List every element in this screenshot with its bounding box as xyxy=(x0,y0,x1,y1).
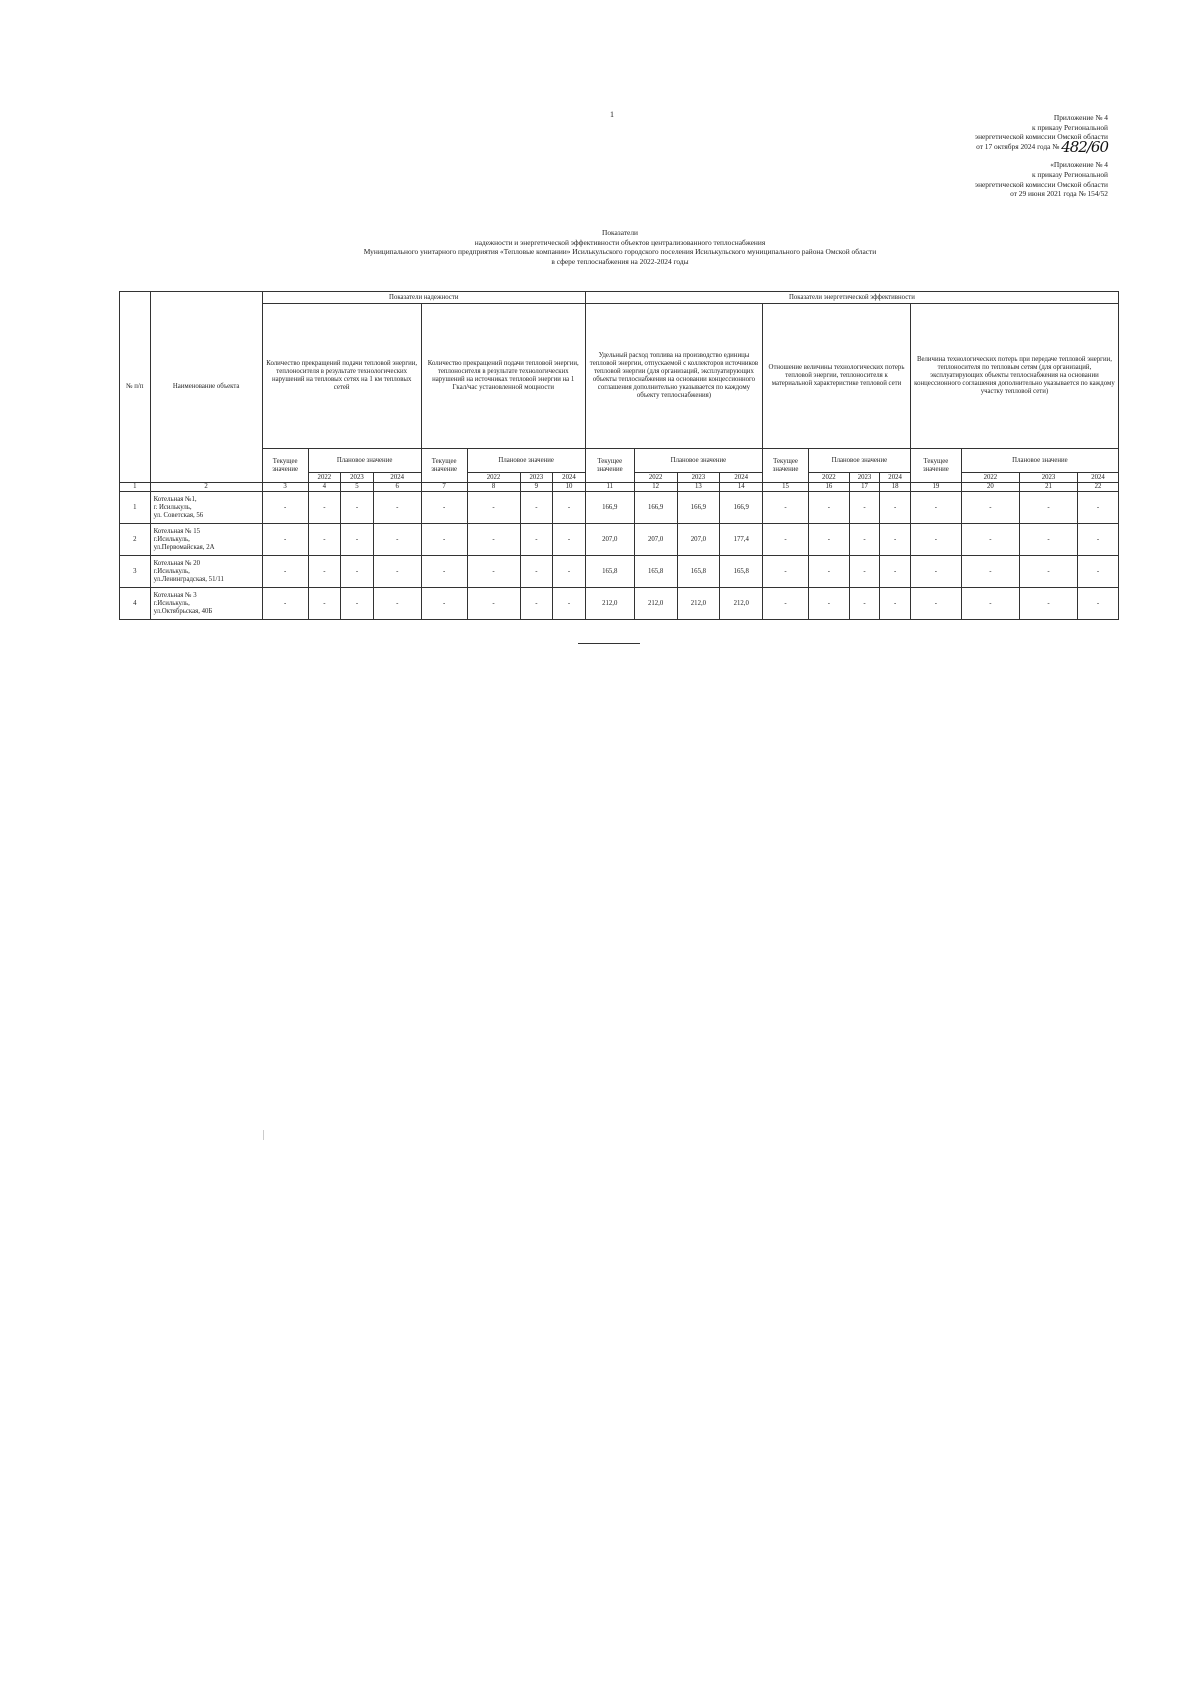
value-cell: 212,0 xyxy=(720,588,763,620)
planned-value-header: Плановое значение xyxy=(961,449,1118,473)
row-number: 2 xyxy=(120,524,151,556)
current-value-header: Текущее значение xyxy=(421,449,467,483)
object-name xyxy=(150,492,262,524)
handwritten-order-number: 482/60 xyxy=(1061,137,1108,156)
value-cell: 165,8 xyxy=(585,556,634,588)
column-number: 2 xyxy=(150,483,262,492)
indicator-outages-sources: Количество прекращений подачи тепловой энергии, теплоносителя в результате технологических нарушений на источниках тепловой энергии на 1 Гкал/час установленной мощности xyxy=(421,304,585,449)
value-cell: 212,0 xyxy=(634,588,677,620)
value-cell: - xyxy=(553,492,586,524)
value-cell: - xyxy=(421,524,467,556)
header-line: к приказу Региональной xyxy=(1031,169,1108,179)
col-header-no: № п/п xyxy=(120,292,151,483)
column-number: 16 xyxy=(808,483,849,492)
value-cell: - xyxy=(553,588,586,620)
value-cell: - xyxy=(262,524,308,556)
table-row xyxy=(120,556,1119,588)
current-value-header: Текущее значение xyxy=(262,449,308,483)
value-cell: - xyxy=(467,524,520,556)
value-cell: - xyxy=(961,492,1019,524)
value-cell: - xyxy=(421,588,467,620)
value-cell: - xyxy=(1019,492,1077,524)
value-cell: - xyxy=(880,492,911,524)
value-cell: - xyxy=(262,556,308,588)
value-cell: - xyxy=(341,524,374,556)
value-cell: - xyxy=(553,524,586,556)
planned-value-header: Плановое значение xyxy=(308,449,421,473)
year-header: 2023 xyxy=(849,473,880,483)
value-cell: - xyxy=(763,492,809,524)
value-cell: - xyxy=(373,588,421,620)
value-cell: - xyxy=(308,556,341,588)
object-name-line: ул. Советская, 56 xyxy=(153,511,204,519)
column-number: 15 xyxy=(763,483,809,492)
value-cell: - xyxy=(849,588,880,620)
value-cell: 177,4 xyxy=(720,524,763,556)
row-number: 4 xyxy=(120,588,151,620)
value-cell: - xyxy=(373,492,421,524)
col-header-name: Наименование объекта xyxy=(150,292,262,483)
column-number: 17 xyxy=(849,483,880,492)
value-cell: - xyxy=(373,524,421,556)
header-line: энергетической комиссии Омской области xyxy=(974,179,1108,189)
value-cell: - xyxy=(1078,492,1119,524)
object-name-line: ул.Октябрьская, 40Б xyxy=(153,607,213,615)
appendix-header xyxy=(688,113,1108,199)
column-number: 12 xyxy=(634,483,677,492)
indicator-fuel-consumption: Удельный расход топлива на производство единицы тепловой энергии, отпускаемой с коллекторов источников тепловой энергии (для организаций, эксплуатирующих объекты теплоснабжения на основании концессионного соглашения дополнительно указывается по каждому объекту теплоснабжения) xyxy=(585,304,762,449)
value-cell: - xyxy=(763,524,809,556)
value-cell: - xyxy=(467,588,520,620)
value-cell: - xyxy=(880,588,911,620)
title-line: в сфере теплоснабжения на 2022-2024 годы xyxy=(551,256,689,266)
indicator-loss-ratio: Отношение величины технологических потерь тепловой энергии, теплоносителя к материальной характеристике тепловой сети xyxy=(763,304,911,449)
column-number: 8 xyxy=(467,483,520,492)
value-cell: - xyxy=(308,524,341,556)
column-number: 11 xyxy=(585,483,634,492)
value-cell: - xyxy=(1019,588,1077,620)
current-value-header: Текущее значение xyxy=(910,449,961,483)
object-name-line: ул.Ленинградская, 51/11 xyxy=(153,575,224,583)
column-number-row xyxy=(120,483,1119,492)
value-cell: - xyxy=(910,588,961,620)
column-number: 21 xyxy=(1019,483,1077,492)
value-cell: - xyxy=(961,524,1019,556)
year-header: 2024 xyxy=(553,473,586,483)
value-cell: - xyxy=(763,556,809,588)
value-cell: - xyxy=(961,556,1019,588)
value-cell: - xyxy=(910,524,961,556)
scan-artifact xyxy=(263,1130,264,1140)
column-number: 5 xyxy=(341,483,374,492)
column-number: 20 xyxy=(961,483,1019,492)
table-row xyxy=(120,588,1119,620)
header-line: энергетической комиссии Омской области xyxy=(974,132,1108,142)
column-number: 13 xyxy=(677,483,720,492)
value-cell: - xyxy=(808,588,849,620)
value-cell: 207,0 xyxy=(585,524,634,556)
object-name-line: г. Исилькуль, xyxy=(153,503,192,511)
value-cell: 166,9 xyxy=(585,492,634,524)
value-cell: - xyxy=(910,556,961,588)
value-cell: - xyxy=(341,556,374,588)
year-header: 2024 xyxy=(1078,473,1119,483)
value-cell: - xyxy=(808,524,849,556)
object-name-line: г.Исилькуль, xyxy=(153,567,190,575)
table-row xyxy=(120,492,1119,524)
order-date: от 17 октября 2024 года № xyxy=(976,141,1060,151)
value-cell: - xyxy=(1019,556,1077,588)
value-cell: - xyxy=(808,556,849,588)
year-header: 2022 xyxy=(467,473,520,483)
value-cell: - xyxy=(308,492,341,524)
planned-value-header: Плановое значение xyxy=(634,449,762,473)
value-cell: 166,9 xyxy=(634,492,677,524)
header-line: от 29 июня 2021 года № 154/52 xyxy=(1010,189,1108,199)
value-cell: 165,8 xyxy=(720,556,763,588)
year-header: 2024 xyxy=(373,473,421,483)
object-name-line: Котельная № 15 xyxy=(153,527,201,535)
column-number: 22 xyxy=(1078,483,1119,492)
object-name-line: ул.Первомайская, 2А xyxy=(153,543,215,551)
value-cell: - xyxy=(961,588,1019,620)
object-name-line: г.Исилькуль, xyxy=(153,599,190,607)
object-name-line: Котельная №1, xyxy=(153,495,197,503)
year-header: 2022 xyxy=(808,473,849,483)
current-value-header: Текущее значение xyxy=(585,449,634,483)
year-header: 2023 xyxy=(677,473,720,483)
object-name-line: г.Исилькуль, xyxy=(153,535,190,543)
object-name xyxy=(150,588,262,620)
group-header-reliability: Показатели надежности xyxy=(262,292,585,304)
column-number: 3 xyxy=(262,483,308,492)
indicators-table xyxy=(119,291,1119,620)
value-cell: - xyxy=(262,588,308,620)
year-header: 2024 xyxy=(880,473,911,483)
year-header: 2022 xyxy=(961,473,1019,483)
column-number: 7 xyxy=(421,483,467,492)
value-cell: - xyxy=(467,556,520,588)
value-cell: 165,8 xyxy=(634,556,677,588)
value-cell: - xyxy=(520,524,553,556)
object-name-line: Котельная № 20 xyxy=(153,559,201,567)
object-name xyxy=(150,524,262,556)
year-header: 2022 xyxy=(634,473,677,483)
value-cell: - xyxy=(1078,588,1119,620)
value-cell: - xyxy=(373,556,421,588)
value-cell: - xyxy=(1078,556,1119,588)
current-value-header: Текущее значение xyxy=(763,449,809,483)
value-cell: 207,0 xyxy=(634,524,677,556)
column-number: 1 xyxy=(120,483,151,492)
column-number: 9 xyxy=(520,483,553,492)
title-line: Показатели xyxy=(602,228,638,237)
value-cell: - xyxy=(880,556,911,588)
column-number: 4 xyxy=(308,483,341,492)
value-cell: - xyxy=(1078,524,1119,556)
value-cell: - xyxy=(849,492,880,524)
year-header: 2023 xyxy=(520,473,553,483)
value-cell: - xyxy=(849,556,880,588)
value-cell: - xyxy=(520,556,553,588)
value-cell: - xyxy=(341,588,374,620)
value-cell: - xyxy=(808,492,849,524)
value-cell: - xyxy=(520,492,553,524)
value-cell: - xyxy=(880,524,911,556)
value-cell: - xyxy=(341,492,374,524)
value-cell: - xyxy=(910,492,961,524)
column-number: 14 xyxy=(720,483,763,492)
value-cell: - xyxy=(553,556,586,588)
column-number: 19 xyxy=(910,483,961,492)
column-number: 10 xyxy=(553,483,586,492)
value-cell: 166,9 xyxy=(677,492,720,524)
value-cell: - xyxy=(262,492,308,524)
value-cell: 165,8 xyxy=(677,556,720,588)
year-header: 2023 xyxy=(341,473,374,483)
header-line: Приложение № 4 xyxy=(1053,113,1108,122)
value-cell: 212,0 xyxy=(585,588,634,620)
page-mark: 1 xyxy=(610,110,614,119)
row-number: 3 xyxy=(120,556,151,588)
object-name xyxy=(150,556,262,588)
row-number: 1 xyxy=(120,492,151,524)
table-row xyxy=(120,524,1119,556)
value-cell: - xyxy=(1019,524,1077,556)
title-line: надежности и энергетической эффективности объектов централизованного теплоснабжения xyxy=(474,237,766,247)
value-cell: - xyxy=(467,492,520,524)
year-header: 2024 xyxy=(720,473,763,483)
value-cell: - xyxy=(421,492,467,524)
value-cell: - xyxy=(763,588,809,620)
document-title xyxy=(150,228,1090,266)
value-cell: - xyxy=(849,524,880,556)
value-cell: 212,0 xyxy=(677,588,720,620)
object-name-line: Котельная № 3 xyxy=(153,591,197,599)
column-number: 6 xyxy=(373,483,421,492)
indicator-outages-networks: Количество прекращений подачи тепловой энергии, теплоносителя в результате технологических нарушений на тепловых сетях на 1 км тепловых сетей xyxy=(262,304,421,449)
value-cell: - xyxy=(520,588,553,620)
value-cell: - xyxy=(421,556,467,588)
end-of-document-line xyxy=(578,643,640,644)
header-line: «Приложение № 4 xyxy=(1050,160,1108,170)
group-header-efficiency: Показатели энергетической эффективности xyxy=(585,292,1118,304)
indicator-technological-losses: Величина технологических потерь при передаче тепловой энергии, теплоносителя по тепловым сетям (для организаций, эксплуатирующих объекты теплоснабжения на основании концессионного соглашения дополнительно указывается по каждому участку тепловой сети) xyxy=(910,304,1118,449)
year-header: 2022 xyxy=(308,473,341,483)
planned-value-header: Плановое значение xyxy=(808,449,910,473)
header-line: к приказу Региональной xyxy=(1031,122,1108,132)
column-number: 18 xyxy=(880,483,911,492)
value-cell: - xyxy=(308,588,341,620)
year-header: 2023 xyxy=(1019,473,1077,483)
planned-value-header: Плановое значение xyxy=(467,449,585,473)
value-cell: 207,0 xyxy=(677,524,720,556)
value-cell: 166,9 xyxy=(720,492,763,524)
title-line: Муниципального унитарного предприятия «Тепловые компании» Исилькульского городского поселения Исилькульского муниципального района Омской области xyxy=(363,247,877,256)
